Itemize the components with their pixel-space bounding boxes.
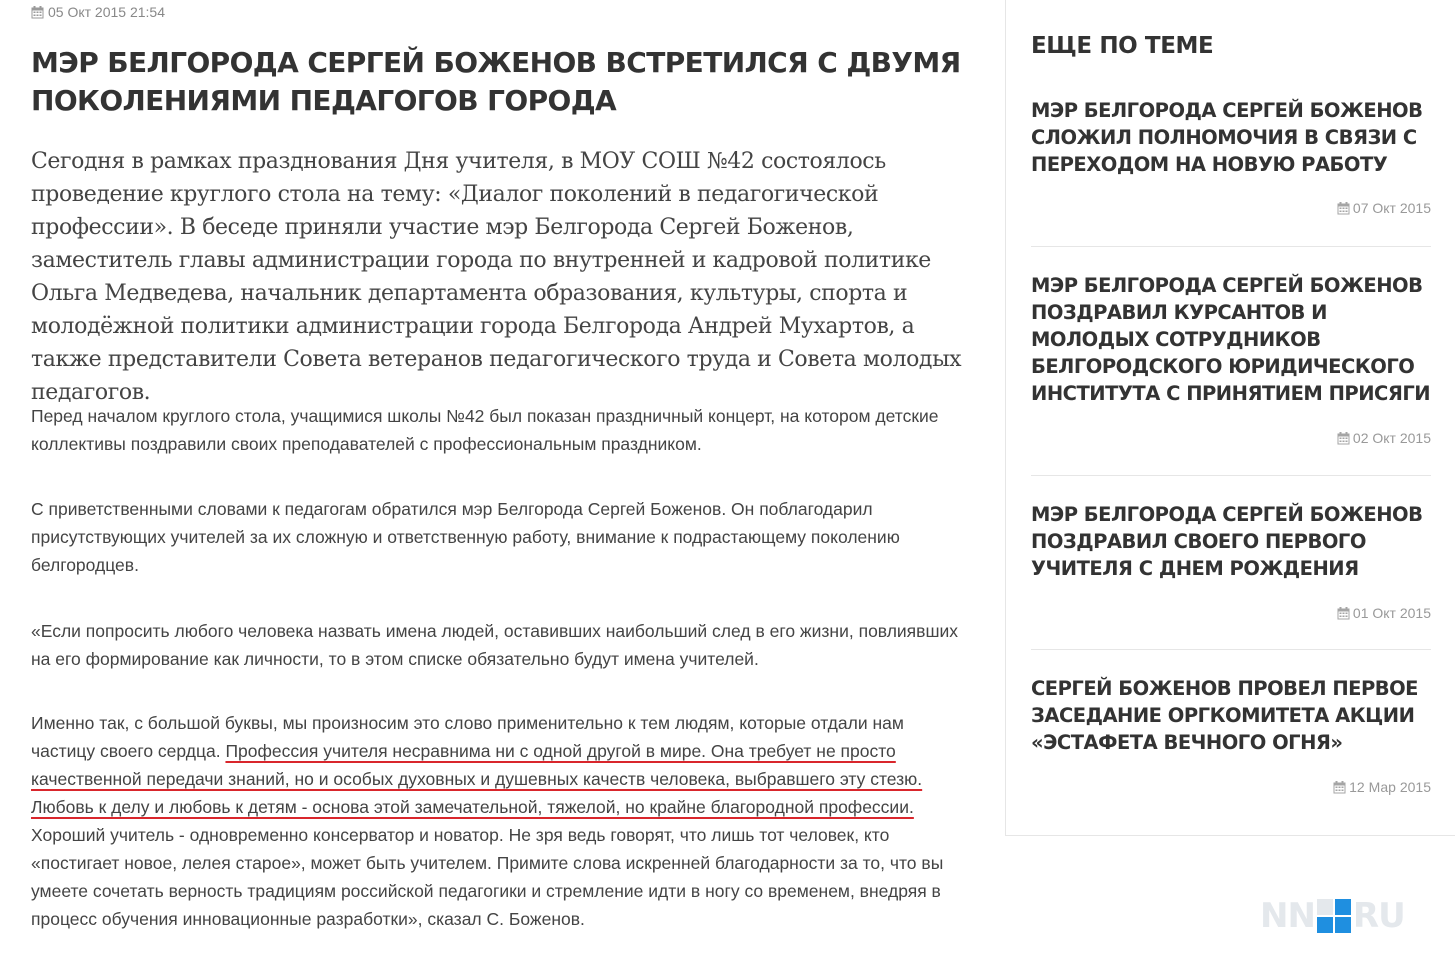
article-title: МЭР БЕЛГОРОДА СЕРГЕЙ БОЖЕНОВ ВСТРЕТИЛСЯ С ДВУМЯ ПОКОЛЕНИЯМИ ПЕДАГОГОВ ГОРОДА	[31, 46, 961, 117]
related-item-date-text: 07 Окт 2015	[1352, 200, 1431, 216]
calendar-icon	[31, 6, 44, 19]
logo-square-icon	[1317, 899, 1351, 933]
logo-nn-text: NN	[1260, 896, 1315, 936]
related-item-link[interactable]: МЭР БЕЛГОРОДА СЕРГЕЙ БОЖЕНОВ СЛОЖИЛ ПОЛНОМОЧИЯ В СВЯЗИ С ПЕРЕХОДОМ НА НОВУЮ РАБОТУ	[1031, 99, 1423, 176]
calendar-icon	[1337, 607, 1350, 620]
related-item-link[interactable]: СЕРГЕЙ БОЖЕНОВ ПРОВЕЛ ПЕРВОЕ ЗАСЕДАНИЕ ОРГКОМИТЕТА АКЦИИ «ЭСТАФЕТА ВЕЧНОГО ОГНЯ»	[1031, 677, 1419, 754]
nn-ru-watermark-logo	[1260, 898, 1440, 934]
related-item	[1031, 501, 1431, 650]
related-item	[1031, 97, 1431, 247]
calendar-icon	[1337, 432, 1350, 445]
paragraph-4-start: Именно так, с большой буквы, мы произносим это слово применительно к тем людям, которые отдали нам частицу своего сердца.	[31, 713, 904, 761]
article-paragraph-2: С приветственными словами к педагогам обратился мэр Белгорода Сергей Боженов. Он поблагодарил присутствующих учителей за их сложную и ответственную работу, внимание к подрастающему поколению белгородцев.	[31, 499, 900, 575]
article-paragraph-1: Перед началом круглого стола, учащимися школы №42 был показан праздничный концерт, на котором детские коллективы поздравили своих преподавателей с профессиональным праздником.	[31, 406, 939, 454]
related-item-date	[1337, 200, 1431, 216]
logo-ru-text: RU	[1352, 896, 1405, 936]
related-item-link[interactable]: МЭР БЕЛГОРОДА СЕРГЕЙ БОЖЕНОВ ПОЗДРАВИЛ КУРСАНТОВ И МОЛОДЫХ СОТРУДНИКОВ БЕЛГОРОДСКОГО ЮРИДИЧЕСКОГО ИНСТИТУТА С ПРИНЯТИЕМ ПРИСЯГИ	[1031, 274, 1431, 405]
related-item	[1031, 272, 1431, 476]
underlined-quote: Профессия учителя несравнима ни с одной другой в мире. Она требует не просто качественной передачи знаний, но и особых духовных и душевных качеств человека, выбравшего эту стезю. Любовь к делу и любовь к детям - основа этой замечательной, тяжелой, но крайне благородной профессии.	[31, 741, 923, 817]
related-item	[1031, 675, 1431, 805]
related-item-date	[1337, 605, 1431, 621]
calendar-icon	[1333, 781, 1346, 794]
related-heading: ЕЩЕ ПО ТЕМЕ	[1031, 33, 1214, 59]
related-item-link[interactable]: МЭР БЕЛГОРОДА СЕРГЕЙ БОЖЕНОВ ПОЗДРАВИЛ СВОЕГО ПЕРВОГО УЧИТЕЛЯ С ДНЕМ РОЖДЕНИЯ	[1031, 503, 1423, 580]
related-item-date	[1337, 430, 1431, 446]
article-date-text: 05 Окт 2015 21:54	[48, 4, 166, 20]
related-item-date-text: 02 Окт 2015	[1352, 430, 1431, 446]
article-date	[31, 4, 165, 20]
related-item-date	[1333, 779, 1431, 795]
article-lead: Сегодня в рамках празднования Дня учителя, в МОУ СОШ №42 состоялось проведение круглого стола на тему: «Диалог поколений в педагогической профессии». В беседе приняли участие мэр Белгорода Сергей Боженов, заместитель главы администрации города по внутренней и кадровой политике Ольга Медведева, начальник департамента образования, культуры, спорта и молодёжной политики администрации города Белгорода Андрей Мухартов, а также представители Совета ветеранов педагогического труда и Совета молодых педагогов.	[31, 149, 962, 405]
paragraph-4-end: Хороший учитель - одновременно консерватор и новатор. Не зря ведь говорят, что лишь тот человек, кто «постигает новое, лелея старое», может быть учителем. Примите слова искренней благодарности за то, что вы умеете сочетать верность традициям российской педагогики и стремление идти в ногу со временем, внедряя в процесс обучения инновационные разработки», сказал С. Боженов.	[31, 825, 944, 929]
related-item-date-text: 01 Окт 2015	[1352, 605, 1431, 621]
calendar-icon	[1337, 202, 1350, 215]
article-paragraph-3: «Если попросить любого человека назвать имена людей, оставивших наибольший след в его жизни, повлиявших на его формирование как личности, то в этом списке обязательно будут имена учителей.	[31, 621, 959, 669]
article-paragraph-4	[31, 709, 966, 933]
related-sidebar	[1005, 0, 1455, 836]
related-item-date-text: 12 Мар 2015	[1349, 779, 1431, 795]
